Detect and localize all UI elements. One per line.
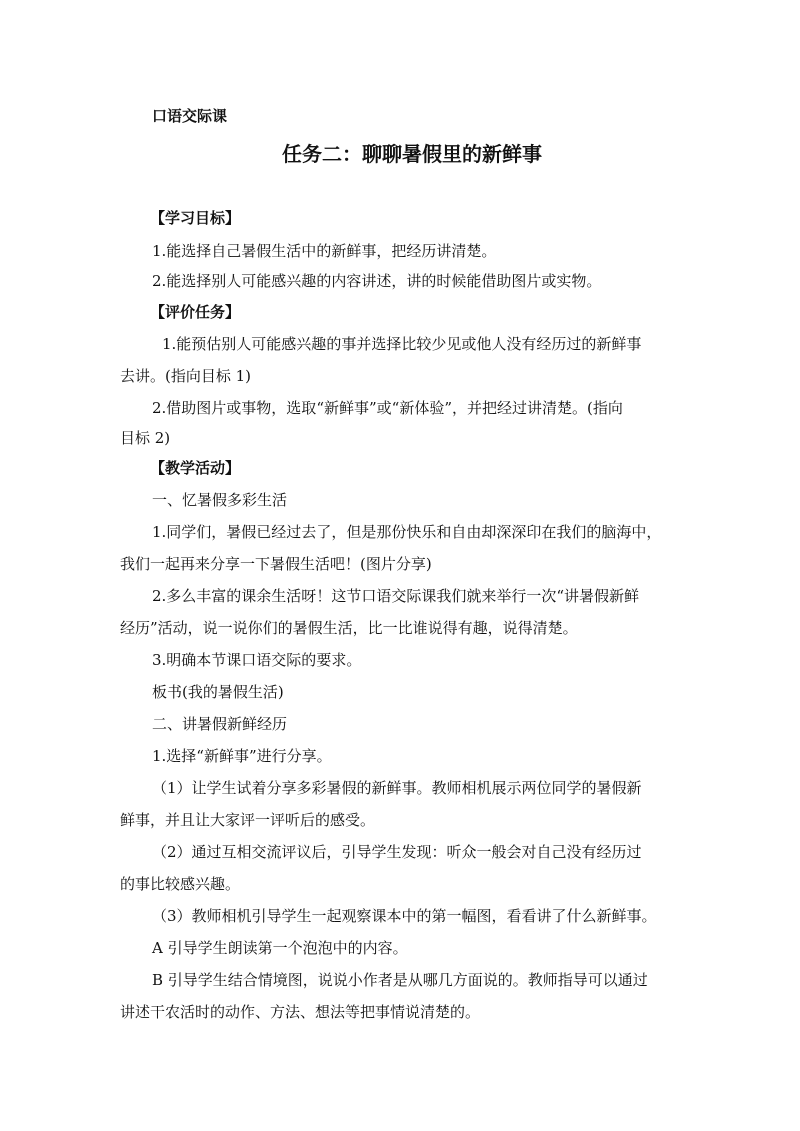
course-type-label: 口语交际课 <box>152 107 228 125</box>
page-title: 任务二：聊聊暑假里的新鲜事 <box>282 142 542 166</box>
section-1-title: 一、忆暑假多彩生活 <box>152 491 288 509</box>
task-item-2-line-1: 2.借助图片或事物，选取“新鲜事”或“新体验”，并把经过讲清楚。(指向 <box>152 399 623 417</box>
section-2-title: 二、讲暑假新鲜经历 <box>152 715 288 733</box>
section-2-s3: （3）教师相机引导学生一起观察课本中的第一幅图，看看讲了什么新鲜事。 <box>152 907 657 925</box>
section-2-b-line-1: B 引导学生结合情境图，说说小作者是从哪几方面说的。教师指导可以通过 <box>152 971 648 989</box>
task-item-1-line-2: 去讲。(指向目标 1) <box>120 367 252 385</box>
section-1-p2-line-1: 2.多么丰富的课余生活呀！这节口语交际课我们就来举行一次“讲暑假新鲜 <box>152 587 639 605</box>
section-1-p1-line-1: 1.同学们，暑假已经过去了，但是那份快乐和自由却深深印在我们的脑海中， <box>152 523 662 541</box>
section-2-a: A 引导学生朗读第一个泡泡中的内容。 <box>152 939 408 957</box>
section-1-p2-line-2: 经历”活动，说一说你们的暑假生活，比一比谁说得有趣，说得清楚。 <box>120 619 578 637</box>
tasks-heading: 【评价任务】 <box>150 303 241 321</box>
task-item-2-line-2: 目标 2) <box>120 429 171 447</box>
section-1-p3: 3.明确本节课口语交际的要求。 <box>152 651 362 669</box>
section-1-p1-line-2: 我们一起再来分享一下暑假生活吧！(图片分享) <box>120 555 432 573</box>
goal-item-2: 2.能选择别人可能感兴趣的内容讲述，讲的时候能借助图片或实物。 <box>152 272 602 290</box>
goal-item-1: 1.能选择自己暑假生活中的新鲜事，把经历讲清楚。 <box>152 242 497 260</box>
task-item-1-line-1: 1.能预估别人可能感兴趣的事并选择比较少见或他人没有经历过的新鲜事 <box>162 335 642 353</box>
activities-heading: 【教学活动】 <box>150 459 241 477</box>
board-note: 板书(我的暑假生活) <box>152 683 284 701</box>
section-2-s1-line-1: （1）让学生试着分享多彩暑假的新鲜事。教师相机展示两位同学的暑假新 <box>152 779 642 797</box>
goals-heading: 【学习目标】 <box>150 209 241 227</box>
section-2-s2-line-1: （2）通过互相交流评议后，引导学生发现：听众一般会对自己没有经历过 <box>152 843 642 861</box>
section-2-s1-line-2: 鲜事，并且让大家评一评听后的感受。 <box>120 811 376 829</box>
section-2-p1: 1.选择“新鲜事”进行分享。 <box>152 747 332 765</box>
section-2-s2-line-2: 的事比较感兴趣。 <box>120 875 241 893</box>
section-2-b-line-2: 讲述干农活时的动作、方法、想法等把事情说清楚的。 <box>120 1003 481 1021</box>
